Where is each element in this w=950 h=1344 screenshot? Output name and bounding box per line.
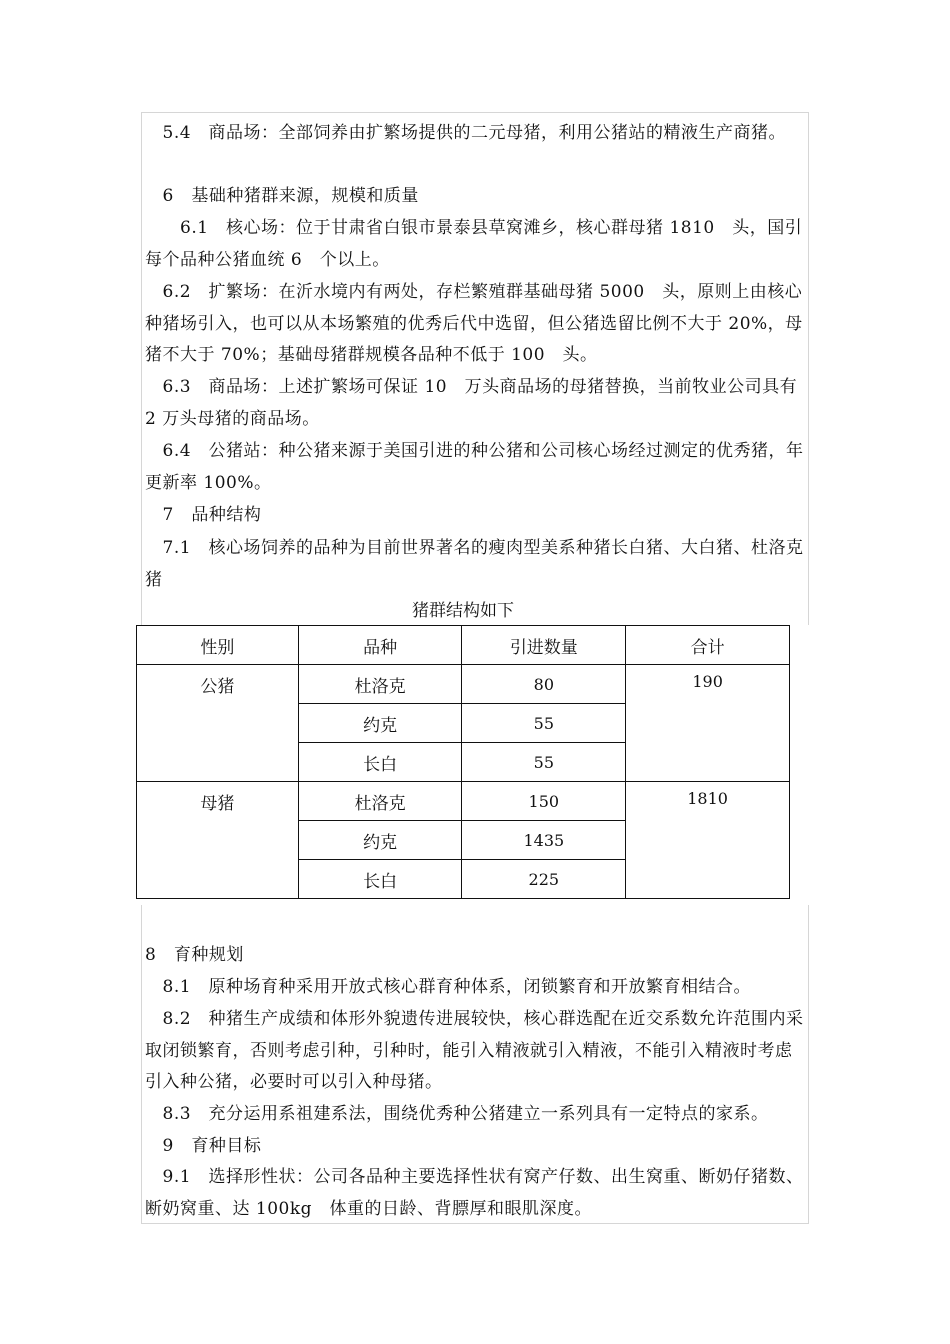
- table-row: [137, 665, 790, 704]
- count-cell: 225: [462, 860, 626, 899]
- breed-cell: 杜洛克: [298, 665, 462, 704]
- count-cell: 55: [462, 743, 626, 782]
- paragraph-6-2: 6.2 扩繁场：在沂水境内有两处，存栏繁殖群基础母猪 5000 头，原则上由核心种猪场引入，也可以从本场繁殖的优秀后代中选留，但公猪选留比例不大于 20%，母猪不大于 70%；基础母猪群规模各品种不低于 100 头。: [145, 282, 803, 365]
- count-cell: 55: [462, 704, 626, 743]
- header-total: 合计: [626, 626, 790, 665]
- total-cell: 190: [626, 665, 790, 782]
- breed-cell: 长白: [298, 860, 462, 899]
- paragraph-9-1: 9.1 选择形性状：公司各品种主要选择性状有窝产仔数、出生窝重、断奶仔猪数、断奶窝重、达 100kg 体重的日龄、背膘厚和眼肌深度。: [145, 1167, 804, 1219]
- paragraph-6-4: 6.4 公猪站：种公猪来源于美国引进的种公猪和公司核心场经过测定的优秀猪，年更新率 100%。: [145, 441, 804, 493]
- paragraph-8-1: 8.1 原种场育种采用开放式核心群育种体系，闭锁繁育和开放繁育相结合。: [145, 977, 752, 997]
- heading-9: 9 育种目标: [145, 1136, 262, 1156]
- breed-cell: 杜洛克: [298, 782, 462, 821]
- paragraph-5-4: 5.4 商品场：全部饲养由扩繁场提供的二元母猪，利用公猪站的精液生产商猪。: [145, 123, 787, 143]
- paragraph-6-1: 6.1 核心场：位于甘肃省白银市景泰县草窝滩乡，核心群母猪 1810 头，国引每个品种公猪血统 6 个以上。: [145, 218, 803, 270]
- breed-cell: 约克: [298, 704, 462, 743]
- paragraph-8-2: 8.2 种猪生产成绩和体形外貌遗传进展较快，核心群选配在近交系数允许范围内采取闭锁繁育，否则考虑引种，引种时，能引入精液就引入精液，不能引入精液时考虑引入种公猪，必要时可以引入种母猪。: [145, 1009, 804, 1092]
- count-cell: 80: [462, 665, 626, 704]
- sex-cell: 公猪: [137, 665, 299, 782]
- pig-herd-table: [136, 625, 790, 899]
- header-breed: 品种: [298, 626, 462, 665]
- paragraph-6-3: 6.3 商品场：上述扩繁场可保证 10 万头商品场的母猪替换，当前牧业公司具有 2 万头母猪的商品场。: [145, 377, 798, 429]
- breed-cell: 约克: [298, 821, 462, 860]
- table-caption: 猪群结构如下: [412, 601, 514, 621]
- table-header-row: [137, 626, 790, 665]
- breed-cell: 长白: [298, 743, 462, 782]
- total-cell: 1810: [626, 782, 790, 899]
- paragraph-8-3: 8.3 充分运用系祖建系法，围绕优秀种公猪建立一系列具有一定特点的家系。: [145, 1104, 769, 1124]
- heading-7: 7 品种结构: [145, 505, 262, 525]
- table-row: [137, 782, 790, 821]
- heading-8: 8 育种规划: [145, 945, 244, 965]
- count-cell: 1435: [462, 821, 626, 860]
- count-cell: 150: [462, 782, 626, 821]
- heading-6: 6 基础种猪群来源，规模和质量: [145, 186, 419, 206]
- paragraph-7-1: 7.1 核心场饲养的品种为目前世界著名的瘦肉型美系种猪长白猪、大白猪、杜洛克猪: [145, 538, 804, 590]
- header-sex: 性别: [137, 626, 299, 665]
- header-count: 引进数量: [462, 626, 626, 665]
- sex-cell: 母猪: [137, 782, 299, 899]
